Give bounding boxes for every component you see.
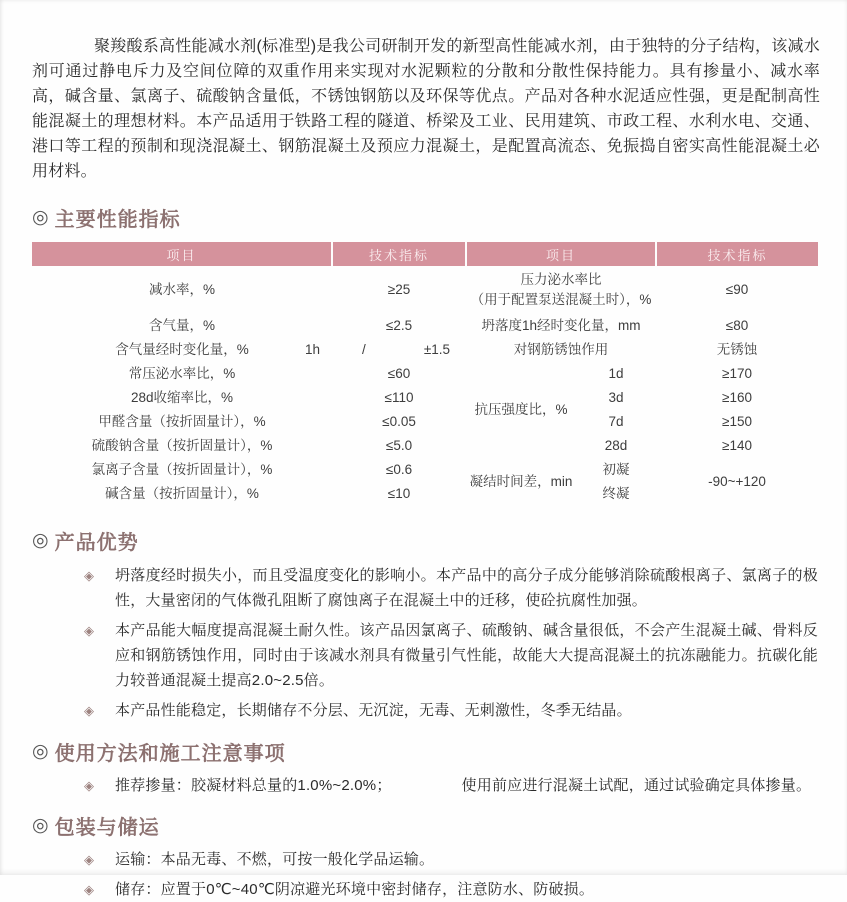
advantage-text: 本产品性能稳定，长期储存不分层、无沉淀，无毒、无刺激性，冬季无结晶。 (115, 702, 632, 719)
spec-value-cell: ≥170 (722, 366, 752, 382)
advantage-text: 坍落度经时损失小，而且受温度变化的影响小。本产品中的高分子成分能够消除硫酸根离子、氯离子的极性，大量密闭的气体微孔阻断了腐蚀离子在混凝土中的迁移，使砼抗腐性加强。 (115, 567, 818, 609)
intro-paragraph: 聚羧酸系高性能减水剂(标准型)是我公司研制开发的新型高性能减水剂，由于独特的分子结构，该减水剂可通过静电斥力及空间位障的双重作用来实现对水泥颗粒的分散和分散性保持能力。具有掺量小、减水率高，碱含量、氯离子、硫酸钠含量低，不锈蚀钢筋以及环保等优点。产品对各种水泥适应性强，更是配制高性能混凝土的理想材料。本产品适用于铁路工程的隧道、桥梁及工业、民用建筑、市政工程、水利水电、交通、港口等工程的预制和现浇混凝土、钢筋混凝土及预应力混凝土，是配置高流态、免振捣自密实高性能混凝土必用材料。 (32, 38, 820, 180)
spec-value-cell: ≤0.05 (382, 414, 416, 430)
list-item (32, 773, 820, 798)
diamond-bullet-icon: ◈ (84, 568, 94, 583)
section-title-advantages: 产品优势 (54, 531, 139, 554)
transport-text: 运输：本品无毒、不燃，可按一般化学品运输。 (115, 851, 435, 868)
spec-value-cell: ≤110 (384, 390, 414, 406)
spec-item-cell: 减水率，% (148, 282, 215, 298)
spec-item-cell: 碱含量（按折固量计），% (105, 486, 259, 502)
spec-age-cell: 28d (604, 438, 628, 454)
table-row (32, 338, 818, 362)
spec-value-cell: 无锈蚀 (716, 342, 758, 358)
spec-age-cell: 7d (608, 414, 624, 430)
spec-age-cell: 终凝 (602, 486, 630, 502)
col-header-spec-right: 技术指标 (656, 242, 818, 266)
list-item (32, 618, 820, 693)
section-marker-icon: ◎ (32, 814, 50, 836)
spec-item-line2: （用于配置泵送混凝土时），% (470, 292, 652, 307)
spec-value: ±1.5 (423, 342, 450, 358)
spec-item-cell: 含气量，% (148, 318, 215, 334)
section-title-usage: 使用方法和施工注意事项 (54, 742, 286, 765)
section-title-packaging: 包装与储运 (54, 816, 160, 839)
section-marker-icon: ◎ (32, 740, 50, 762)
col-header-item-left: 项目 (32, 242, 332, 266)
spec-group-label: 凝结时间差，min (469, 474, 573, 490)
spec-age-cell: 1d (608, 366, 624, 382)
spec-value-cell: ≥140 (722, 438, 752, 454)
spec-slash: / (362, 342, 366, 358)
table-row (32, 458, 818, 482)
spec-item-cell (466, 266, 656, 314)
col-header-item-right: 项目 (466, 242, 656, 266)
usage-dosage: 推荐掺量：胶凝材料总量的1.0%~2.0%； (115, 777, 392, 794)
table-header-row (32, 242, 818, 266)
table-row (32, 266, 818, 314)
diamond-bullet-icon: ◈ (84, 703, 94, 718)
table-row (32, 314, 818, 338)
spec-item-cell: 氯离子含量（按折固量计），% (91, 462, 273, 478)
table-row (32, 410, 818, 434)
spec-value-cell: ≤60 (387, 366, 411, 382)
advantage-text: 本产品能大幅度提高混凝土耐久性。该产品因氯离子、硫酸钠、碱含量很低，不会产生混凝土碱、骨料反应和钢筋锈蚀作用，同时由于该减水剂具有微量引气性能，故能大大提高混凝土的抗冻融能力。抗碳化能力较普通混凝土提高2.0~2.5倍。 (115, 622, 818, 689)
usage-note: 使用前应进行混凝土试配，通过试验确定具体掺量。 (461, 777, 812, 794)
spec-value-cell: ≤5.0 (385, 438, 413, 454)
diamond-bullet-icon: ◈ (84, 778, 94, 793)
diamond-bullet-icon: ◈ (84, 852, 94, 867)
section-heading-usage (32, 738, 820, 764)
spec-value-cell: ≤90 (725, 282, 749, 298)
usage-list (32, 773, 820, 798)
diamond-bullet-icon: ◈ (84, 623, 94, 638)
spec-item-cell: 硫酸钠含量（按折固量计），% (91, 438, 273, 454)
spec-time-label: 1h (304, 342, 320, 358)
spec-age-cell: 初凝 (602, 462, 630, 478)
spec-value-cell: -90~+120 (708, 474, 766, 490)
performance-spec-table (32, 242, 818, 506)
table-row (32, 386, 818, 410)
spec-item-cell: 对钢筋锈蚀作用 (513, 342, 609, 358)
spec-value-cell: ≥150 (722, 414, 752, 430)
diamond-bullet-icon: ◈ (84, 882, 94, 897)
spec-value-cell: ≥160 (722, 390, 752, 406)
spec-item-cell: 常压泌水率比，% (128, 366, 236, 382)
usage-text (115, 773, 811, 798)
advantages-list (32, 563, 820, 723)
list-item (32, 877, 820, 902)
spec-item-cell: 28d收缩率比，% (130, 390, 234, 406)
storage-text: 储存：应置于0℃~40℃阴凉避光环境中密封储存，注意防水、防破损。 (115, 881, 595, 898)
spec-item-cell (32, 338, 332, 362)
list-item (32, 698, 820, 723)
table-row (32, 434, 818, 458)
list-item (32, 847, 820, 872)
spec-item-label: 含气量经时变化量，% (115, 342, 249, 358)
section-title-performance: 主要性能指标 (54, 208, 181, 231)
table-row (32, 362, 818, 386)
section-marker-icon: ◎ (32, 206, 50, 228)
spec-item-cell: 坍落度1h经时变化量，mm (481, 318, 641, 334)
col-header-spec-left: 技术指标 (332, 242, 466, 266)
spec-value-cell: ≤10 (387, 486, 411, 502)
section-marker-icon: ◎ (32, 529, 50, 551)
section-heading-packaging (32, 812, 820, 838)
spec-item-line1: 压力泌水率比 (520, 271, 602, 287)
packaging-list (32, 847, 820, 902)
spec-age-cell: 3d (608, 390, 624, 406)
list-item (32, 563, 820, 613)
spec-item-cell: 甲醛含量（按折固量计），% (98, 414, 266, 430)
spec-group-label: 抗压强度比，% (474, 402, 568, 418)
section-heading-performance (32, 204, 820, 230)
spec-value-cell (332, 338, 466, 362)
spec-value-cell: ≤0.6 (385, 462, 413, 478)
spec-value-cell: ≥25 (387, 282, 411, 298)
spec-value-cell: ≤80 (725, 318, 749, 334)
spec-value-cell: ≤2.5 (385, 318, 413, 334)
section-heading-advantages (32, 527, 820, 553)
